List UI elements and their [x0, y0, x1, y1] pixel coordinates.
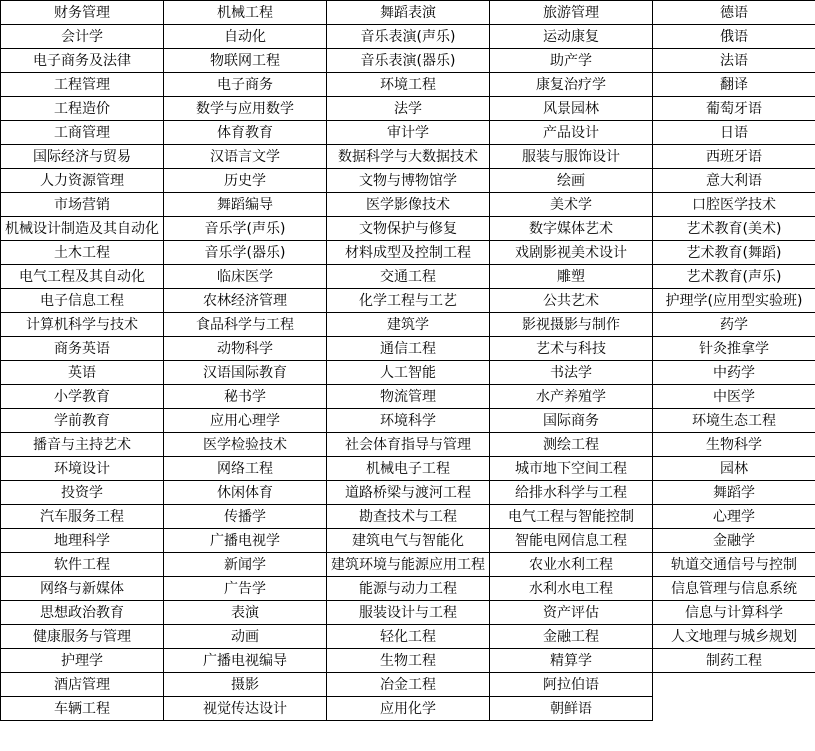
table-cell: 机械电子工程: [327, 457, 490, 481]
table-cell: 助产学: [490, 49, 653, 73]
table-cell: 勘查技术与工程: [327, 505, 490, 529]
table-cell: 美术学: [490, 193, 653, 217]
table-cell: 广告学: [164, 577, 327, 601]
table-cell: 法语: [653, 49, 815, 73]
table-cell: 舞蹈编导: [164, 193, 327, 217]
table-cell: 电子商务: [164, 73, 327, 97]
table-cell: 法学: [327, 97, 490, 121]
table-cell: 智能电网信息工程: [490, 529, 653, 553]
table-cell: 环境设计: [1, 457, 164, 481]
table-cell: 康复治疗学: [490, 73, 653, 97]
table-cell: 戏剧影视美术设计: [490, 241, 653, 265]
table-row: [1, 49, 815, 73]
table-cell: 建筑电气与智能化: [327, 529, 490, 553]
table-cell: 广播电视编导: [164, 649, 327, 673]
table-row: [1, 481, 815, 505]
table-cell: 葡萄牙语: [653, 97, 815, 121]
table-row: [1, 289, 815, 313]
table-cell: 医学检验技术: [164, 433, 327, 457]
table-cell: 音乐学(器乐): [164, 241, 327, 265]
table-row: [1, 73, 815, 97]
table-row: [1, 121, 815, 145]
table-row: [1, 337, 815, 361]
table-row: [1, 505, 815, 529]
table-row: [1, 649, 815, 673]
table-cell: 临床医学: [164, 265, 327, 289]
table-cell: 数据科学与大数据技术: [327, 145, 490, 169]
table-cell: 环境科学: [327, 409, 490, 433]
table-cell: 艺术教育(声乐): [653, 265, 815, 289]
table-cell: 绘画: [490, 169, 653, 193]
table-cell: 秘书学: [164, 385, 327, 409]
table-cell: 轻化工程: [327, 625, 490, 649]
table-row: [1, 553, 815, 577]
table-cell: 城市地下空间工程: [490, 457, 653, 481]
table-cell: 风景园林: [490, 97, 653, 121]
table-cell: 电气工程与智能控制: [490, 505, 653, 529]
table-cell: 动画: [164, 625, 327, 649]
table-cell: 舞蹈学: [653, 481, 815, 505]
table-row: [1, 457, 815, 481]
table-row: [1, 313, 815, 337]
table-cell: 朝鲜语: [490, 697, 653, 721]
table-cell: 心理学: [653, 505, 815, 529]
table-cell: 审计学: [327, 121, 490, 145]
table-cell: [653, 673, 815, 697]
table-row: [1, 265, 815, 289]
table-row: [1, 433, 815, 457]
table-row: [1, 241, 815, 265]
table-cell: 摄影: [164, 673, 327, 697]
table-cell: 人工智能: [327, 361, 490, 385]
table-cell: 公共艺术: [490, 289, 653, 313]
table-cell: 计算机科学与技术: [1, 313, 164, 337]
table-cell: 德语: [653, 1, 815, 25]
table-cell: 建筑学: [327, 313, 490, 337]
table-cell: 国际经济与贸易: [1, 145, 164, 169]
table-cell: 护理学: [1, 649, 164, 673]
table-cell: 文物与博物馆学: [327, 169, 490, 193]
table-cell: 资产评估: [490, 601, 653, 625]
table-cell: 水产养殖学: [490, 385, 653, 409]
table-cell: 材料成型及控制工程: [327, 241, 490, 265]
table-row: [1, 673, 815, 697]
table-cell: 俄语: [653, 25, 815, 49]
table-cell: 中医学: [653, 385, 815, 409]
table-cell: 中药学: [653, 361, 815, 385]
table-cell: 社会体育指导与管理: [327, 433, 490, 457]
table-row: [1, 697, 815, 721]
table-row: [1, 217, 815, 241]
table-cell: 市场营销: [1, 193, 164, 217]
table-cell: 工程管理: [1, 73, 164, 97]
table-cell: 表演: [164, 601, 327, 625]
table-cell: 机械工程: [164, 1, 327, 25]
table-cell: 阿拉伯语: [490, 673, 653, 697]
table-cell: 信息与计算科学: [653, 601, 815, 625]
table-cell: 产品设计: [490, 121, 653, 145]
table-cell: 日语: [653, 121, 815, 145]
table-cell: 护理学(应用型实验班): [653, 289, 815, 313]
table-row: [1, 145, 815, 169]
table-cell: 舞蹈表演: [327, 1, 490, 25]
table-cell: 电子商务及法律: [1, 49, 164, 73]
table-cell: 数字媒体艺术: [490, 217, 653, 241]
table-cell: 应用化学: [327, 697, 490, 721]
table-cell: 道路桥梁与渡河工程: [327, 481, 490, 505]
table-cell: 人文地理与城乡规划: [653, 625, 815, 649]
table-cell: 农林经济管理: [164, 289, 327, 313]
table-cell: 环境生态工程: [653, 409, 815, 433]
table-cell: 园林: [653, 457, 815, 481]
table-cell: 音乐学(声乐): [164, 217, 327, 241]
table-cell: 运动康复: [490, 25, 653, 49]
table-cell: 电气工程及其自动化: [1, 265, 164, 289]
table-cell: 学前教育: [1, 409, 164, 433]
table-cell: 旅游管理: [490, 1, 653, 25]
table-row: [1, 577, 815, 601]
table-cell: 给排水科学与工程: [490, 481, 653, 505]
table-cell: 数学与应用数学: [164, 97, 327, 121]
table-cell: 金融工程: [490, 625, 653, 649]
table-cell: 历史学: [164, 169, 327, 193]
table-cell: 广播电视学: [164, 529, 327, 553]
table-row: [1, 529, 815, 553]
table-cell: 艺术教育(美术): [653, 217, 815, 241]
table-cell: 物流管理: [327, 385, 490, 409]
table-cell: 网络工程: [164, 457, 327, 481]
table-cell: 自动化: [164, 25, 327, 49]
table-row: [1, 385, 815, 409]
table-cell: 动物科学: [164, 337, 327, 361]
table-cell: [653, 697, 815, 721]
table-cell: 服装与服饰设计: [490, 145, 653, 169]
table-cell: 生物科学: [653, 433, 815, 457]
table-row: [1, 97, 815, 121]
table-cell: 食品科学与工程: [164, 313, 327, 337]
table-cell: 播音与主持艺术: [1, 433, 164, 457]
table-cell: 轨道交通信号与控制: [653, 553, 815, 577]
table-cell: 国际商务: [490, 409, 653, 433]
table-cell: 汉语国际教育: [164, 361, 327, 385]
table-cell: 服装设计与工程: [327, 601, 490, 625]
table-cell: 环境工程: [327, 73, 490, 97]
table-cell: 医学影像技术: [327, 193, 490, 217]
table-cell: 影视摄影与制作: [490, 313, 653, 337]
table-cell: 投资学: [1, 481, 164, 505]
table-cell: 工商管理: [1, 121, 164, 145]
table-cell: 精算学: [490, 649, 653, 673]
table-cell: 机械设计制造及其自动化: [1, 217, 164, 241]
table-cell: 意大利语: [653, 169, 815, 193]
table-cell: 文物保护与修复: [327, 217, 490, 241]
table-cell: 小学教育: [1, 385, 164, 409]
table-cell: 工程造价: [1, 97, 164, 121]
table-cell: 冶金工程: [327, 673, 490, 697]
table-cell: 地理科学: [1, 529, 164, 553]
table-cell: 化学工程与工艺: [327, 289, 490, 313]
table-cell: 信息管理与信息系统: [653, 577, 815, 601]
table-cell: 制药工程: [653, 649, 815, 673]
table-cell: 网络与新媒体: [1, 577, 164, 601]
table-cell: 药学: [653, 313, 815, 337]
table-cell: 软件工程: [1, 553, 164, 577]
table-cell: 西班牙语: [653, 145, 815, 169]
table-cell: 物联网工程: [164, 49, 327, 73]
table-cell: 通信工程: [327, 337, 490, 361]
table-cell: 汽车服务工程: [1, 505, 164, 529]
table-cell: 农业水利工程: [490, 553, 653, 577]
table-cell: 商务英语: [1, 337, 164, 361]
table-cell: 能源与动力工程: [327, 577, 490, 601]
table-cell: 视觉传达设计: [164, 697, 327, 721]
table-cell: 书法学: [490, 361, 653, 385]
table-row: [1, 361, 815, 385]
table-cell: 英语: [1, 361, 164, 385]
table-row: [1, 1, 815, 25]
table-cell: 应用心理学: [164, 409, 327, 433]
table-cell: 艺术与科技: [490, 337, 653, 361]
table-cell: 汉语言文学: [164, 145, 327, 169]
table-cell: 会计学: [1, 25, 164, 49]
table-row: [1, 409, 815, 433]
table-row: [1, 193, 815, 217]
table-cell: 艺术教育(舞蹈): [653, 241, 815, 265]
table-cell: 针灸推拿学: [653, 337, 815, 361]
table-cell: 传播学: [164, 505, 327, 529]
table-cell: 思想政治教育: [1, 601, 164, 625]
table-cell: 土木工程: [1, 241, 164, 265]
table-cell: 水利水电工程: [490, 577, 653, 601]
table-cell: 体育教育: [164, 121, 327, 145]
table-row: [1, 25, 815, 49]
table-cell: 雕塑: [490, 265, 653, 289]
table-cell: 翻译: [653, 73, 815, 97]
table-cell: 建筑环境与能源应用工程: [327, 553, 490, 577]
table-cell: 生物工程: [327, 649, 490, 673]
table-cell: 健康服务与管理: [1, 625, 164, 649]
table-row: [1, 169, 815, 193]
table-cell: 口腔医学技术: [653, 193, 815, 217]
table-cell: 交通工程: [327, 265, 490, 289]
table-cell: 财务管理: [1, 1, 164, 25]
table-cell: 金融学: [653, 529, 815, 553]
table-cell: 测绘工程: [490, 433, 653, 457]
table-cell: 车辆工程: [1, 697, 164, 721]
table-row: [1, 625, 815, 649]
table-cell: 新闻学: [164, 553, 327, 577]
table-cell: 休闲体育: [164, 481, 327, 505]
table-row: [1, 601, 815, 625]
table-cell: 音乐表演(声乐): [327, 25, 490, 49]
table-cell: 音乐表演(器乐): [327, 49, 490, 73]
table-cell: 电子信息工程: [1, 289, 164, 313]
majors-table-body: [1, 1, 815, 721]
table-cell: 酒店管理: [1, 673, 164, 697]
table-cell: 人力资源管理: [1, 169, 164, 193]
